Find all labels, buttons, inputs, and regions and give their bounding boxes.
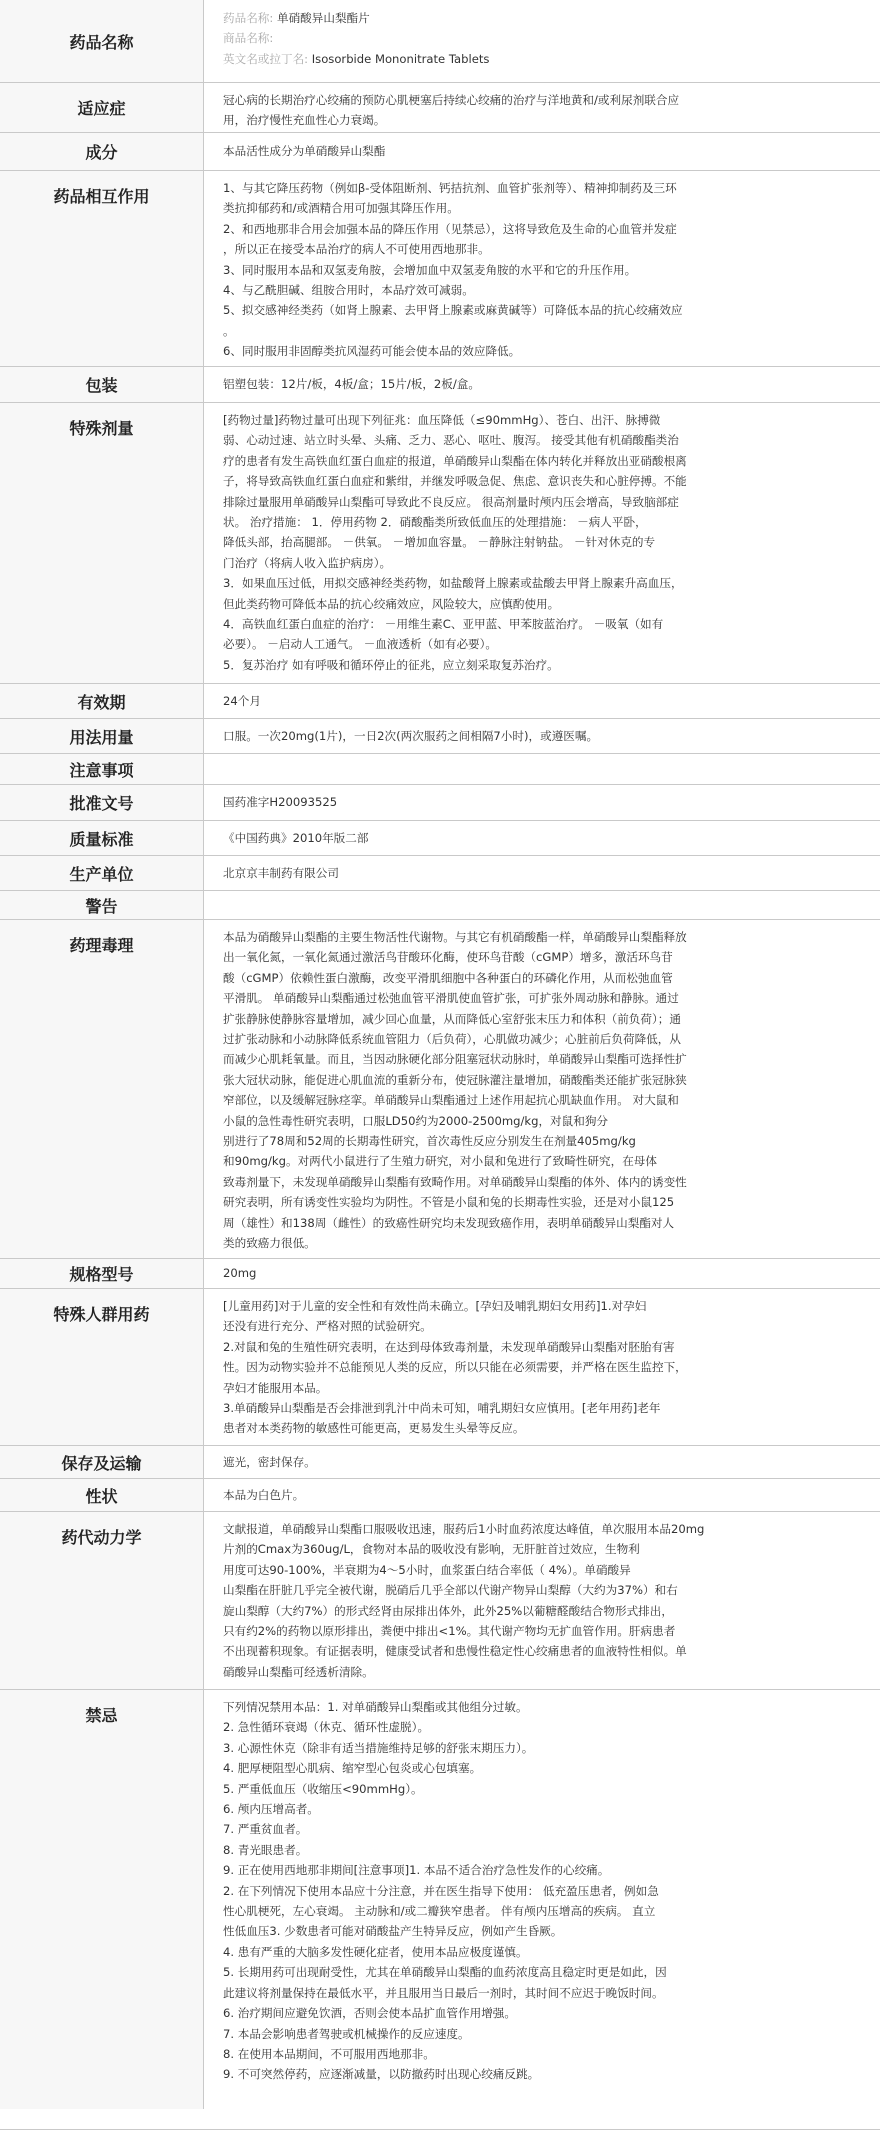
value-manufacturer <box>204 856 880 890</box>
text-line: 还没有进行充分、严格对照的试验研究。 <box>223 1319 432 1334</box>
text-line: 门治疗（将病人收入监护病房）。 <box>223 555 392 570</box>
text-line: 2、和西地那非合用会加强本品的降压作用（见禁忌），这将导致危及生命的心血管并发症 <box>223 221 677 236</box>
row-appearance <box>0 1479 880 1512</box>
text-line: 性心肌梗死，左心衰竭。 主动脉和/或二瓣狭窄患者。 伴有颅内压增高的疾病。 直立 <box>223 1904 656 1919</box>
value-package <box>204 367 880 402</box>
label-usage: 用法用量 <box>0 719 204 753</box>
text-line: 本品为白色片。 <box>223 1487 305 1502</box>
row-standard <box>0 821 880 856</box>
row-package <box>0 367 880 403</box>
text-line: 致毒剂量下，未发现单硝酸异山梨酯有致畸作用。对单硝酸异山梨酯的体外、体内的诱变性 <box>223 1174 687 1189</box>
row-overdose <box>0 403 880 684</box>
text-line: 研究表明，所有诱变性实验均为阴性。不管是小鼠和兔的长期毒性实验，还是对小鼠125 <box>223 1195 675 1210</box>
trade-name-line <box>223 28 870 48</box>
text-line: 24个月 <box>223 693 261 708</box>
value-warning <box>204 891 880 919</box>
text-line: 不出现蓄积现象。有证据表明，健康受试者和患慢性稳定性心绞痛患者的血液特性相似。单 <box>223 1644 687 1659</box>
label-spec: 规格型号 <box>0 1259 204 1288</box>
value-usage <box>204 719 880 753</box>
text-line: 本品为硝酸异山梨酯的主要生物活性代谢物。与其它有机硝酸酯一样，单硝酸异山梨酯释放 <box>223 930 687 944</box>
text-line: ，所以正在接受本品治疗的病人不可使用西地那非。 <box>223 242 490 257</box>
text-line: 20mg <box>223 1266 257 1281</box>
text-line: 患者对本类药物的敏感性可能更高，更易发生头晕等反应。 <box>223 1421 525 1436</box>
text-line: 硝酸异山梨酯可经透析清除。 <box>223 1664 374 1679</box>
text-line: 只有约2%的药物以原形排出，粪便中排出<1%。其代谢产物均无扩血管作用。肝病患者 <box>223 1624 676 1639</box>
row-indication <box>0 83 880 133</box>
label-drug-name: 药品名称 <box>0 0 204 82</box>
text-line: 2. 在下列情况下使用本品应十分注意，并在医生指导下使用： 低充盈压患者，例如急 <box>223 1883 659 1898</box>
text-line: 本品活性成分为单硝酸异山梨酯 <box>223 144 386 159</box>
text-line: 出一氧化氮，一氧化氮通过激活鸟苷酸环化酶，使环鸟苷酸（cGMP）增多，激活环鸟苷 <box>223 950 673 965</box>
text-line: 但此类药物可降低本品的抗心绞痛效应，风险较大，应慎酌使用。 <box>223 596 560 611</box>
text-line: 类抗抑郁药和/或酒精合用可加强其降压作用。 <box>223 201 459 216</box>
text-line: 必要）。 －启动人工通气。 －血液透析（如有必要）。 <box>223 637 498 652</box>
text-line: 4．高铁血红蛋白血症的治疗： －用维生素C、亚甲蓝、甲苯胺蓝治疗。 －吸氧（如有 <box>223 617 664 632</box>
text-line: 5、拟交感神经类药（如肾上腺素、去甲肾上腺素或麻黄碱等）可降低本品的抗心绞痛效应 <box>223 303 683 318</box>
generic-name-value: 单硝酸异山梨酯片 <box>276 11 370 25</box>
label-contraindications: 禁忌 <box>0 1690 204 2109</box>
row-warning <box>0 891 880 920</box>
label-standard: 质量标准 <box>0 821 204 855</box>
value-overdose <box>204 403 880 683</box>
text-line: 排除过量服用单硝酸异山梨酯可导致此不良反应。 很高剂量时颅内压会增高，导致脑部症 <box>223 494 679 509</box>
row-drug-name <box>0 0 880 83</box>
text-line: 山梨酯在肝脏几乎完全被代谢，脱硝后几乎全部以代谢产物异山梨醇（大约为37%）和右 <box>223 1583 678 1598</box>
text-line: 口服。一次20mg(1片)，一日2次(两次服药之间相隔7小时)，或遵医嘱。 <box>223 728 599 743</box>
value-contraindications <box>204 1690 880 2109</box>
text-line: 周（雄性）和138周（雌性）的致癌性研究均未发现致癌作用，表明单硝酸异山梨酯对人 <box>223 1215 675 1230</box>
text-line: [儿童用药]对于儿童的安全性和有效性尚未确立。[孕妇及哺乳期妇女用药]1.对孕妇 <box>223 1299 647 1313</box>
label-warning: 警告 <box>0 891 204 919</box>
value-notes <box>204 754 880 784</box>
text-line: 酸（cGMP）依赖性蛋白激酶，改变平滑肌细胞中各种蛋白的环磷化作用，从而松弛血管 <box>223 970 673 985</box>
value-standard <box>204 821 880 855</box>
row-pharmacokinetics <box>0 1512 880 1690</box>
text-line: 7. 严重贫血者。 <box>223 1822 308 1837</box>
value-drug-name <box>204 0 880 82</box>
row-spec <box>0 1259 880 1289</box>
text-line: 孕妇才能服用本品。 <box>223 1380 328 1395</box>
text-line: 弱、心动过速、站立时头晕、头痛、乏力、恶心、呕吐、腹泻。 接受其他有机硝酸酯类治 <box>223 433 679 448</box>
row-interactions <box>0 171 880 367</box>
text-line: 4. 患有严重的大脑多发性硬化症者，使用本品应极度谨慎。 <box>223 1944 528 1959</box>
text-line: 铝塑包装：12片/板，4板/盒；15片/板，2板/盒。 <box>223 377 480 392</box>
text-line: 3.单硝酸异山梨酯是否会排泄到乳汁中尚未可知，哺乳期妇女应慎用。[老年用药]老年 <box>223 1401 661 1416</box>
text-line: 状。 治疗措施： 1．停用药物 2．硝酸酯类所致低血压的处理措施： －病人平卧， <box>223 515 647 530</box>
text-line: 国药准字H20093525 <box>223 795 338 810</box>
row-contraindications <box>0 1690 880 2109</box>
text-line: 旋山梨醇（大约7%）的形式经肾由尿排出体外，此外25%以葡糖醛酸结合物形式排出， <box>223 1603 673 1618</box>
value-approval <box>204 785 880 820</box>
label-indication: 适应症 <box>0 83 204 132</box>
value-indication <box>204 83 880 132</box>
row-special-population <box>0 1289 880 1446</box>
label-package: 包装 <box>0 367 204 402</box>
row-manufacturer <box>0 856 880 891</box>
text-line: 4. 肥厚梗阻型心肌病、缩窄型心包炎或心包填塞。 <box>223 1761 482 1776</box>
value-expiry <box>204 684 880 718</box>
value-special-population <box>204 1289 880 1445</box>
text-line: 6、同时服用非固醇类抗风湿药可能会使本品的效应降低。 <box>223 344 521 359</box>
text-line: 而减少心肌耗氧量。而且，当因动脉硬化部分阻塞冠状动脉时，单硝酸异山梨酯可选择性扩 <box>223 1052 687 1067</box>
row-storage <box>0 1446 880 1479</box>
text-line: 降低头部，抬高腿部。 －供氧。 －增加血容量。 －静脉注射钠盐。 －针对休克的专 <box>223 535 656 550</box>
text-line: 2. 急性循环衰竭（休克、循环性虚脱）。 <box>223 1720 430 1735</box>
text-line: 过扩张动脉和小动脉降低系统血管阻力（后负荷），心肌做功减少；心脏前后负荷降低，从 <box>223 1032 681 1047</box>
label-notes: 注意事项 <box>0 754 204 784</box>
text-line: 5．复苏治疗 如有呼吸和循环停止的征兆，应立刻采取复苏治疗。 <box>223 657 559 672</box>
value-appearance <box>204 1479 880 1511</box>
text-line: 5. 长期用药可出现耐受性，尤其在单硝酸异山梨酯的血药浓度高且稳定时更是如此，因 <box>223 1965 667 1980</box>
value-pharmacokinetics <box>204 1512 880 1689</box>
text-line: 3．如果血压过低，用拟交感神经类药物，如盐酸肾上腺素或盐酸去甲肾上腺素升高血压， <box>223 576 683 591</box>
row-notes <box>0 754 880 785</box>
english-name-key: 英文名或拉丁名: <box>223 51 312 66</box>
label-pharmacology: 药理毒理 <box>0 920 204 1258</box>
text-line: 6. 治疗期间应避免饮酒，否则会使本品扩血管作用增强。 <box>223 2006 516 2021</box>
trade-name-key: 商品名称: <box>223 31 274 46</box>
label-pharmacokinetics: 药代动力学 <box>0 1512 204 1689</box>
text-line: 子，将导致高铁血红蛋白血症和紫绀，并继发呼吸急促、焦虑、意识丧失和心脏停搏。不能 <box>223 474 687 489</box>
text-line: 遮光，密封保存。 <box>223 1454 316 1469</box>
text-line: 性。因为动物实验并不总能预见人类的反应，所以只能在必须需要，并严格在医生监控下， <box>223 1360 687 1375</box>
text-line: 3. 心源性休克（除非有适当措施维持足够的舒张末期压力）。 <box>223 1740 534 1755</box>
text-line: 疗的患者有发生高铁血红蛋白血症的报道，单硝酸异山梨酯在体内转化并释放出亚硝酸根离 <box>223 453 687 468</box>
label-storage: 保存及运输 <box>0 1446 204 1478</box>
text-line: 6. 颅内压增高者。 <box>223 1802 319 1817</box>
text-line: 冠心病的长期治疗心绞痛的预防心肌梗塞后持续心绞痛的治疗与洋地黄和/或利尿剂联合应 <box>223 93 680 107</box>
label-overdose: 特殊剂量 <box>0 403 204 683</box>
text-line: 窄部位，以及缓解冠脉痉挛。单硝酸异山梨酯通过上述作用起抗心肌缺血作用。 对大鼠和 <box>223 1093 679 1108</box>
english-name-line <box>223 49 870 69</box>
label-interactions: 药品相互作用 <box>0 171 204 366</box>
text-line: 。 <box>223 323 235 338</box>
text-line: 扩张静脉使静脉容量增加，减少回心血量，从而降低心室舒张末压力和体积（前负荷）；通 <box>223 1011 681 1026</box>
row-usage <box>0 719 880 754</box>
text-line: 类的致癌力很低。 <box>223 1236 316 1251</box>
text-line: 小鼠的急性毒性研究表明，口服LD50约为2000-2500mg/kg，对鼠和狗分 <box>223 1113 609 1128</box>
text-line: 和90mg/kg。对两代小鼠进行了生殖力研究，对小鼠和兔进行了致畸性研究，在母体 <box>223 1154 657 1169</box>
value-spec <box>204 1259 880 1288</box>
label-approval: 批准文号 <box>0 785 204 820</box>
label-appearance: 性状 <box>0 1479 204 1511</box>
text-line: 5. 严重低血压（收缩压<90mmHg）。 <box>223 1781 423 1796</box>
text-line: 北京京丰制药有限公司 <box>223 865 339 880</box>
text-line: 别进行了78周和52周的长期毒性研究，首次毒性反应分别发生在剂量405mg/kg <box>223 1134 636 1149</box>
label-special-population: 特殊人群用药 <box>0 1289 204 1445</box>
generic-name-line <box>223 8 870 28</box>
text-line: 1、与其它降压药物（例如β-受体阻断剂、钙拮抗剂、血管扩张剂等）、精神抑制药及三环 <box>223 181 677 195</box>
text-line: 9. 正在使用西地那非期间[注意事项]1. 本品不适合治疗急性发作的心绞痛。 <box>223 1863 610 1878</box>
row-expiry <box>0 684 880 719</box>
label-ingredients: 成分 <box>0 133 204 170</box>
text-line: 此建议将剂量保持在最低水平，并且服用当日最后一剂时，其时间不应迟于晚饭时间。 <box>223 1985 664 2000</box>
value-interactions <box>204 171 880 366</box>
text-line: 片剂的Cmax为360ug/L，食物对本品的吸收没有影响，无肝脏首过效应，生物利 <box>223 1542 640 1557</box>
text-line: 《中国药典》2010年版二部 <box>223 830 369 845</box>
text-line: 用度可达90-100%，半衰期为4～5小时，血浆蛋白结合率低（ 4%）。单硝酸异 <box>223 1562 631 1577</box>
text-line: [药物过量]药物过量可出现下列征兆：血压降低（≤90mmHg）、苍白、出汗、脉搏微 <box>223 413 661 427</box>
english-name-value: Isosorbide Mononitrate Tablets <box>311 51 490 66</box>
row-approval <box>0 785 880 821</box>
value-storage <box>204 1446 880 1478</box>
text-line: 4、与乙酰胆碱、组胺合用时，本品疗效可减弱。 <box>223 283 474 298</box>
label-manufacturer: 生产单位 <box>0 856 204 890</box>
text-line: 3、同时服用本品和双氢麦角胺，会增加血中双氢麦角胺的水平和它的升压作用。 <box>223 262 637 277</box>
row-pharmacology <box>0 920 880 1259</box>
value-pharmacology <box>204 920 880 1258</box>
text-line: 用，治疗慢性充血性心力衰竭。 <box>223 113 386 128</box>
generic-name-key: 药品名称: <box>223 11 277 25</box>
label-expiry: 有效期 <box>0 684 204 718</box>
text-line: 文献报道，单硝酸异山梨酯口服吸收迅速，服药后1小时血药浓度达峰值，单次服用本品20mg <box>223 1522 705 1536</box>
text-line: 性低血压3. 少数患者可能对硝酸盐产生特异反应，例如产生昏厥。 <box>223 1924 563 1939</box>
text-line: 平滑肌。 单硝酸异山梨酯通过松弛血管平滑肌使血管扩张，可扩张外周动脉和静脉。通过 <box>223 991 679 1006</box>
text-line: 张大冠状动脉，能促进心肌血流的重新分布，使冠脉灌注量增加，硝酸酯类还能扩张冠脉狭 <box>223 1072 687 1087</box>
text-line: 7. 本品会影响患者驾驶或机械操作的反应速度。 <box>223 2026 470 2041</box>
text-line: 2.对鼠和兔的生殖性研究表明，在达到母体致毒剂量，未发现单硝酸异山梨酯对胚胎有害 <box>223 1339 675 1354</box>
text-line: 8. 在使用本品期间，不可服用西地那非。 <box>223 2046 435 2061</box>
value-ingredients <box>204 133 880 170</box>
text-line: 下列情况禁用本品：1. 对单硝酸异山梨酯或其他组分过敏。 <box>223 1700 528 1714</box>
text-line: 9. 不可突然停药，应逐渐减量，以防撤药时出现心绞痛反跳。 <box>223 2067 540 2082</box>
text-line: 8. 青光眼患者。 <box>223 1842 308 1857</box>
row-ingredients <box>0 133 880 171</box>
